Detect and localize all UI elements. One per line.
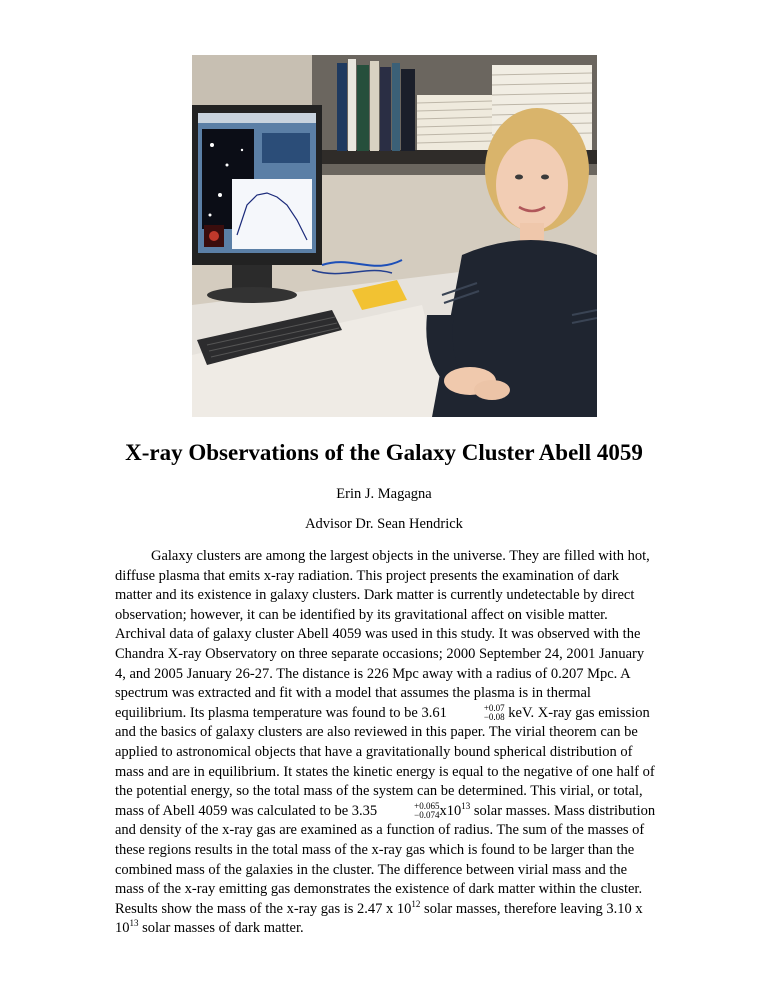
photo-illustration	[192, 55, 597, 417]
portrait-photo	[192, 55, 597, 417]
mass-error	[378, 802, 439, 820]
dark-matter-exponent: 13	[129, 918, 139, 929]
temperature-error	[448, 704, 505, 722]
mass-plus: +0.065	[414, 801, 440, 812]
abstract-text-3: solar masses. Mass distribution and density of the x-ray gas are examined as a function of radius. The sum of the masses of these regions results in the total mass of the x-ray gas which is found to be larger than the combined mass of the galaxies in the cluster. The difference between virial mass and the mass of the x-ray emitting gas demonstrates the existence of dark matter within the cluster. Results show the mass of the x-ray gas is 2.47 x 10	[115, 802, 656, 917]
paper-title: X-ray Observations of the Galaxy Cluster Abell 4059	[125, 440, 643, 465]
abstract-text-4: solar masses, therefore leaving 3.10 x 10	[115, 900, 643, 937]
gas-exponent: 12	[411, 898, 421, 909]
temperature-value: 3.61	[421, 704, 447, 721]
abstract-text-2: keV. X-ray gas emission and the basics of galaxy clusters are also reviewed in this paper. The virial theorem can be applied to astronomical objects that have a gravitationally bound spherical distribution of mass and are in equilibrium. It states the kinetic energy is equal to the negative of one half of the potential energy, so the total mass of the system can be determined. This virial, or total, mass of Abell 4059 was calculated to be	[115, 704, 655, 819]
temperature-minus: −0.08	[483, 712, 505, 723]
abstract-text-1: Galaxy clusters are among the largest objects in the universe. They are filled with hot, diffuse plasma that emits x-ray radiation. This project presents the examination of dark matter and its existence in galaxy clusters. Dark matter is currently undetectable by direct observation; however, it can be identified by its gravitational affect on visible matter. Archival data of galaxy cluster Abell 4059 was used in this study. It was observed with the Chandra X-ray Observatory on three separate occasions; 2000 September 24, 2001 January 4, and 2005 January 26-27. The distance is 226 Mpc away with a radius of 0.207 Mpc. A spectrum was extracted and fit with a model that assumes the plasma is in thermal equilibrium. Its plasma temperature was found to be	[115, 548, 650, 721]
advisor-name: Advisor Dr. Sean Hendrick	[305, 516, 463, 532]
temperature-plus: +0.07	[483, 703, 505, 714]
mass-exponent: 13	[461, 800, 471, 811]
mass-times: x10	[439, 802, 462, 819]
abstract-text-5: solar masses of dark matter.	[138, 920, 304, 937]
author-name: Erin J. Magagna	[336, 486, 432, 502]
abstract	[115, 547, 657, 939]
abstract-paragraph	[115, 547, 657, 939]
mass-minus: −0.074	[414, 810, 440, 821]
mass-value: 3.35	[351, 802, 378, 819]
